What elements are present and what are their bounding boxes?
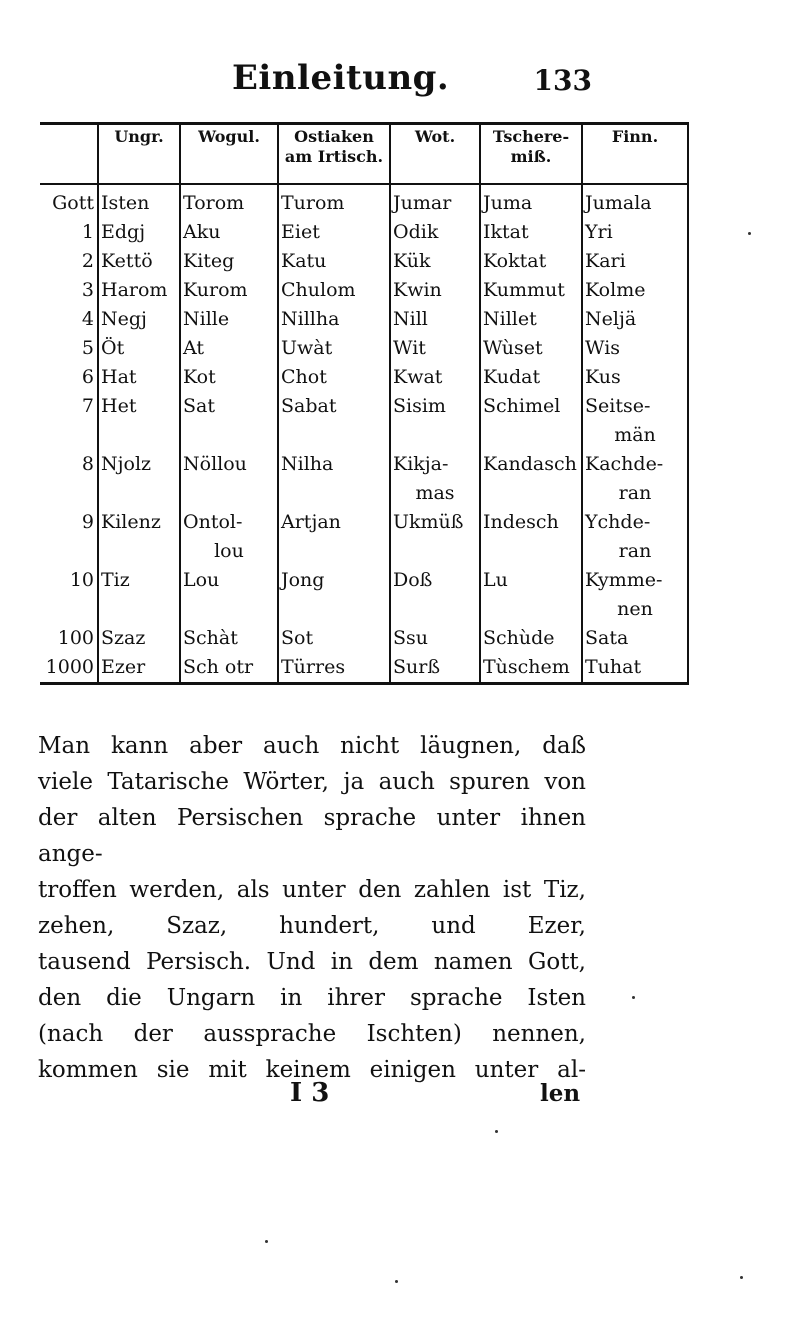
row-label: 7 — [81, 395, 94, 417]
word-text: Neljä — [585, 308, 637, 330]
word-cell — [180, 508, 278, 566]
table-row — [40, 392, 688, 450]
word-cell — [98, 247, 180, 276]
row-label: 3 — [81, 279, 94, 301]
text-line: viele Tatarische Wörter, ja auch spuren von — [38, 769, 586, 795]
table-body — [40, 184, 688, 684]
word-cell — [180, 247, 278, 276]
word-cell — [180, 276, 278, 305]
row-label: 1 — [81, 221, 94, 243]
word-cell — [480, 508, 582, 566]
row-label: 8 — [81, 453, 94, 475]
word-cell — [180, 184, 278, 218]
word-cell — [480, 276, 582, 305]
row-label: 100 — [57, 627, 94, 649]
word-cell — [390, 247, 480, 276]
word-cell — [98, 218, 180, 247]
word-text: ran — [618, 482, 652, 504]
print-speck — [740, 1276, 743, 1279]
word-text: At — [183, 337, 205, 359]
word-cell — [480, 184, 582, 218]
word-cell — [180, 218, 278, 247]
word-cell — [480, 653, 582, 684]
text-line: Man kann aber auch nicht läugnen, daß — [38, 733, 586, 759]
print-speck — [265, 1240, 268, 1243]
word-cell — [278, 508, 390, 566]
word-text: Nill — [393, 308, 428, 330]
word-cell — [390, 624, 480, 653]
word-text: Aku — [183, 221, 221, 243]
header-cell-blank — [40, 124, 98, 185]
word-cell — [390, 184, 480, 218]
word-text: Jumar — [393, 192, 452, 214]
word-cell — [480, 624, 582, 653]
word-cell — [180, 334, 278, 363]
catchword: len — [540, 1080, 581, 1107]
word-text: Jong — [281, 569, 325, 591]
word-text: Ychde- — [585, 511, 651, 533]
column-header-text: miß. — [510, 147, 552, 166]
word-cell — [180, 624, 278, 653]
word-cell — [180, 653, 278, 684]
word-cell — [582, 508, 688, 566]
signature-mark: I 3 — [290, 1078, 330, 1108]
word-cell — [582, 653, 688, 684]
word-cell — [582, 184, 688, 218]
word-cell — [98, 450, 180, 508]
word-text: Schàt — [183, 627, 238, 649]
word-cell — [98, 624, 180, 653]
word-cell — [278, 218, 390, 247]
word-cell — [582, 624, 688, 653]
word-text: Türres — [281, 656, 346, 678]
word-text: Kus — [585, 366, 621, 388]
word-cell — [480, 218, 582, 247]
word-text: Tiz — [101, 569, 130, 591]
word-text: Artjan — [281, 511, 341, 533]
row-label: 5 — [81, 337, 94, 359]
word-text: Ontol- — [183, 511, 243, 533]
word-text: Kot — [183, 366, 216, 388]
column-header — [480, 124, 582, 185]
table-row — [40, 247, 688, 276]
column-header-text: Tschere- — [492, 127, 570, 146]
word-cell — [278, 247, 390, 276]
word-text: Öt — [101, 337, 125, 359]
text-line: (nach der aussprache Ischten) nennen, — [38, 1021, 586, 1047]
word-text: Lu — [483, 569, 508, 591]
word-text: lou — [214, 540, 244, 562]
table-header-row — [40, 124, 688, 185]
word-text: Chot — [281, 366, 327, 388]
word-cell — [98, 334, 180, 363]
word-cell — [98, 276, 180, 305]
word-cell — [582, 218, 688, 247]
table-row — [40, 276, 688, 305]
word-text: nen — [617, 598, 653, 620]
table-row — [40, 450, 688, 508]
word-cell — [480, 334, 582, 363]
word-text: ran — [618, 540, 652, 562]
word-cell — [98, 392, 180, 450]
word-cell — [180, 392, 278, 450]
text-line: kommen sie mit keinem einigen unter al- — [38, 1057, 586, 1083]
word-text: Kandasch — [483, 453, 577, 475]
word-text: Kilenz — [101, 511, 161, 533]
word-text: Katu — [281, 250, 327, 272]
word-text: Kikja- — [393, 453, 449, 475]
word-cell — [582, 305, 688, 334]
column-header — [98, 124, 180, 185]
word-cell — [98, 363, 180, 392]
word-cell — [278, 276, 390, 305]
row-label: 4 — [81, 308, 94, 330]
word-cell — [582, 566, 688, 624]
word-text: Turom — [281, 192, 345, 214]
word-text: Harom — [101, 279, 168, 301]
word-cell — [390, 392, 480, 450]
word-text: Sisim — [393, 395, 446, 417]
word-text: Wis — [585, 337, 621, 359]
word-text: Kolme — [585, 279, 646, 301]
word-cell — [480, 392, 582, 450]
word-cell — [582, 247, 688, 276]
table-row — [40, 566, 688, 624]
word-text: Wit — [393, 337, 426, 359]
word-text: Seitse- — [585, 395, 651, 417]
word-cell — [278, 334, 390, 363]
word-text: Njolz — [101, 453, 152, 475]
word-text: Kwat — [393, 366, 443, 388]
word-text: Indesch — [483, 511, 559, 533]
word-cell — [180, 363, 278, 392]
row-label: 2 — [81, 250, 94, 272]
word-cell — [278, 624, 390, 653]
column-header-text: Ungr. — [114, 127, 164, 146]
row-label: 9 — [81, 511, 94, 533]
word-text: Ukmüß — [393, 511, 464, 533]
page-title: Einleitung. — [232, 58, 450, 98]
word-cell — [480, 363, 582, 392]
text-line: tausend Persisch. Und in dem namen Gott, — [38, 949, 586, 975]
column-header-text: Wot. — [414, 127, 456, 146]
word-cell — [98, 305, 180, 334]
word-text: Ezer — [101, 656, 146, 678]
word-text: Kurom — [183, 279, 248, 301]
word-text: Iktat — [483, 221, 529, 243]
table-row — [40, 218, 688, 247]
print-speck — [632, 996, 635, 999]
word-text: Juma — [483, 192, 533, 214]
word-text: Lou — [183, 569, 220, 591]
row-label: Gott — [52, 192, 94, 214]
text-line: troffen werden, als unter den zahlen ist Tiz, — [38, 877, 586, 903]
word-text: män — [614, 424, 656, 446]
word-cell — [180, 566, 278, 624]
word-text: Edgj — [101, 221, 146, 243]
word-cell — [278, 184, 390, 218]
word-text: Sot — [281, 627, 314, 649]
word-text: Ssu — [393, 627, 429, 649]
word-text: Tuhat — [585, 656, 642, 678]
row-label: 6 — [81, 366, 94, 388]
word-text: Sat — [183, 395, 215, 417]
word-text: Nilha — [281, 453, 334, 475]
word-text: Kari — [585, 250, 626, 272]
word-text: Nillha — [281, 308, 340, 330]
word-text: Chulom — [281, 279, 356, 301]
column-header-text: am Irtisch. — [284, 147, 384, 166]
word-text: Eiet — [281, 221, 320, 243]
word-cell — [582, 363, 688, 392]
word-text: Kymme- — [585, 569, 663, 591]
word-cell — [582, 334, 688, 363]
word-cell — [98, 508, 180, 566]
word-cell — [480, 566, 582, 624]
word-cell — [278, 392, 390, 450]
column-header — [278, 124, 390, 185]
row-label: 10 — [69, 569, 94, 591]
word-text: Nillet — [483, 308, 537, 330]
print-speck — [495, 1130, 498, 1133]
page-number: 133 — [533, 64, 592, 97]
word-cell — [278, 450, 390, 508]
table-row — [40, 184, 688, 218]
body-paragraph — [38, 728, 586, 1088]
word-cell — [582, 392, 688, 450]
word-cell — [390, 276, 480, 305]
word-cell — [480, 305, 582, 334]
word-text: Kettö — [101, 250, 153, 272]
word-cell — [390, 508, 480, 566]
text-line: zehen, Szaz, hundert, und Ezer, — [38, 913, 586, 939]
running-head — [232, 58, 592, 108]
word-text: Kiteg — [183, 250, 235, 272]
word-cell — [278, 305, 390, 334]
word-text: Tùschem — [483, 656, 570, 678]
table-row — [40, 334, 688, 363]
word-cell — [278, 363, 390, 392]
word-cell — [480, 247, 582, 276]
print-speck — [395, 1280, 398, 1283]
column-header — [180, 124, 278, 185]
word-cell — [582, 450, 688, 508]
word-cell — [278, 653, 390, 684]
word-text: Het — [101, 395, 137, 417]
word-cell — [278, 566, 390, 624]
table-row — [40, 508, 688, 566]
word-cell — [390, 363, 480, 392]
column-header-text: Ostiaken — [294, 127, 374, 146]
table-row — [40, 653, 688, 684]
column-header-text: Wogul. — [198, 127, 260, 146]
word-text: Torom — [183, 192, 245, 214]
column-header — [390, 124, 480, 185]
table-row — [40, 305, 688, 334]
word-cell — [98, 653, 180, 684]
word-cell — [390, 450, 480, 508]
word-text: Doß — [393, 569, 433, 591]
word-text: Kwin — [393, 279, 442, 301]
word-text: Kük — [393, 250, 431, 272]
word-cell — [180, 450, 278, 508]
word-text: Negj — [101, 308, 147, 330]
word-text: Sata — [585, 627, 629, 649]
word-cell — [390, 566, 480, 624]
text-line: den die Ungarn in ihrer sprache Isten — [38, 985, 586, 1011]
column-header-text: Finn. — [611, 127, 659, 146]
word-text: Surß — [393, 656, 441, 678]
word-text: Szaz — [101, 627, 146, 649]
word-text: Schùde — [483, 627, 555, 649]
word-cell — [390, 305, 480, 334]
word-text: Sabat — [281, 395, 337, 417]
word-text: Kummut — [483, 279, 565, 301]
word-text: Yri — [585, 221, 613, 243]
word-cell — [390, 653, 480, 684]
word-text: Hat — [101, 366, 137, 388]
print-speck — [748, 232, 751, 235]
table-row — [40, 624, 688, 653]
word-text: Schimel — [483, 395, 561, 417]
word-text: Wùset — [483, 337, 543, 359]
word-text: Odik — [393, 221, 439, 243]
text-line: der alten Persischen sprache unter ihnen ange- — [38, 805, 586, 867]
numerals-table — [40, 122, 689, 685]
word-cell — [390, 334, 480, 363]
word-text: Jumala — [585, 192, 652, 214]
word-cell — [390, 218, 480, 247]
word-text: Nille — [183, 308, 230, 330]
word-text: Kudat — [483, 366, 541, 388]
word-text: Koktat — [483, 250, 547, 272]
word-text: Kachde- — [585, 453, 664, 475]
word-cell — [582, 276, 688, 305]
word-text: Nöllou — [183, 453, 247, 475]
word-cell — [480, 450, 582, 508]
word-cell — [98, 184, 180, 218]
row-label: 1000 — [40, 653, 98, 684]
language-comparison-table — [40, 122, 688, 692]
column-header — [582, 124, 688, 185]
table-row — [40, 363, 688, 392]
word-cell — [180, 305, 278, 334]
word-text: Isten — [101, 192, 150, 214]
word-text: Sch otr — [183, 656, 254, 678]
word-text: mas — [415, 482, 455, 504]
word-text: Uwàt — [281, 337, 333, 359]
word-cell — [98, 566, 180, 624]
